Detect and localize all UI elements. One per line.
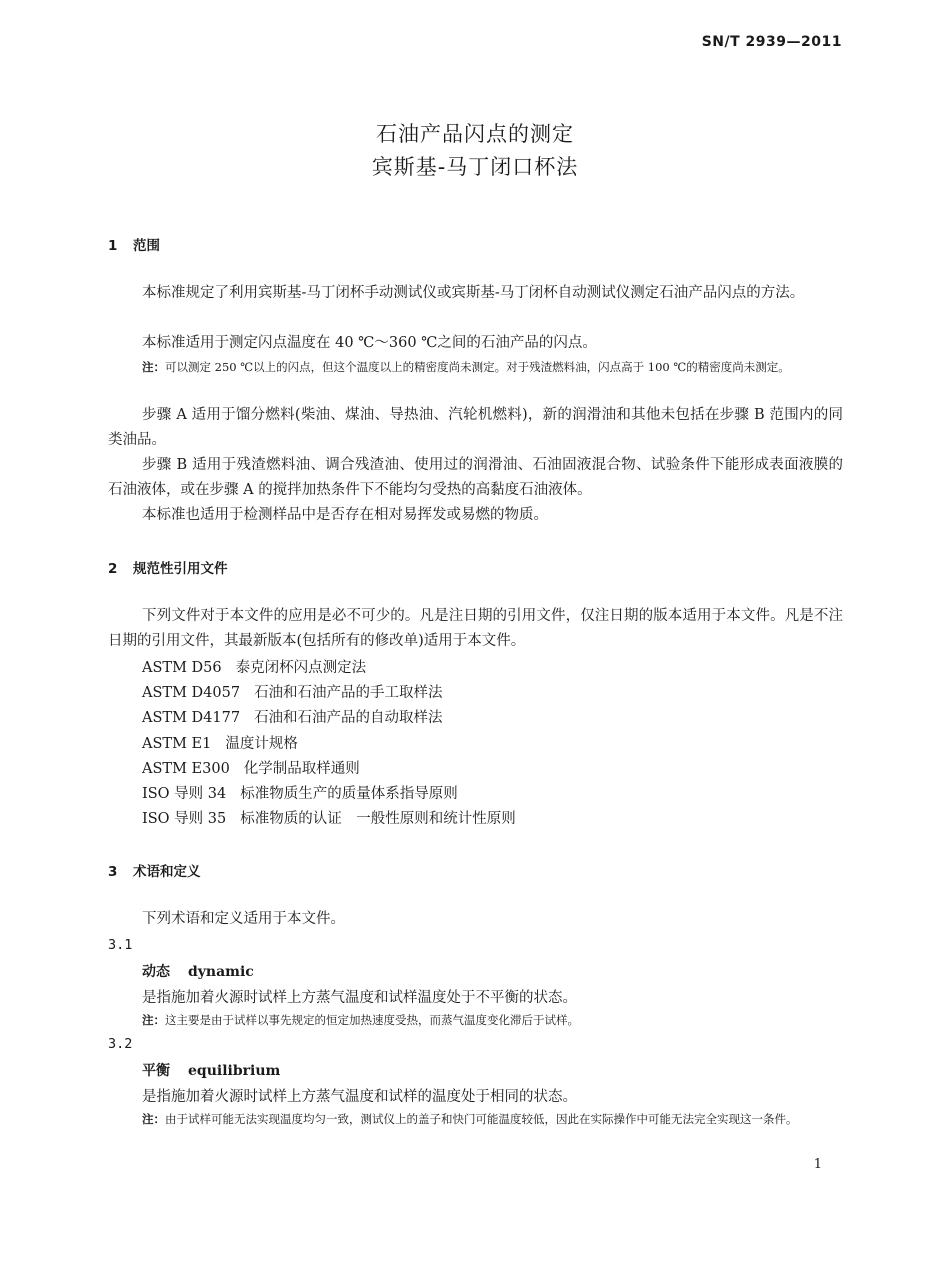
term-en: equilibrium (188, 1063, 281, 1079)
page-number: 1 (813, 1157, 822, 1172)
paragraph: 本标准规定了利用宾斯基-马丁闭杯手动测试仪或宾斯基-马丁闭杯自动测试仪测定石油产品闪点的方法。 (142, 285, 805, 301)
section-number: 3 (108, 864, 118, 880)
reference-code: ASTM E300 (142, 761, 230, 777)
term-zh: 动态 (142, 964, 170, 980)
reference-title: 标准物质生产的质量体系指导原则 (240, 786, 458, 802)
section-title: 范围 (133, 238, 160, 254)
standard-code: SN/T 2939—2011 (701, 34, 842, 50)
term-number: 3.2 (108, 1036, 133, 1052)
note (142, 356, 869, 378)
reference-title: 石油和石油产品的手工取样法 (254, 685, 443, 701)
reference-code: ASTM D4057 (142, 685, 241, 701)
reference-code: ASTM E1 (142, 736, 212, 752)
section-title: 术语和定义 (133, 864, 201, 880)
reference-item (142, 782, 458, 803)
reference-item (142, 732, 298, 753)
note-label: 注： (142, 360, 165, 374)
note-label: 注： (142, 1112, 165, 1126)
reference-code: ISO 导则 34 (142, 786, 227, 802)
section-number: 1 (108, 238, 118, 254)
document-subtitle: 宾斯基-马丁闭口杯法 (371, 155, 579, 179)
note (142, 1108, 869, 1130)
reference-item (142, 656, 366, 677)
term-name (142, 961, 254, 981)
reference-title: 温度计规格 (225, 736, 298, 752)
paragraph: 下列术语和定义适用于本文件。 (142, 911, 345, 927)
reference-item (142, 681, 443, 702)
reference-item (142, 706, 443, 727)
reference-code: ASTM D56 (142, 660, 222, 676)
paragraph: 下列文件对于本文件的应用是必不可少的。凡是注日期的引用文件，仅注日期的版本适用于本文件。凡是不注日期的引用文件，其最新版本(包括所有的修改单)适用于本文件。 (108, 608, 843, 649)
section-2-heading (108, 557, 228, 577)
paragraph: 步骤 B 适用于残渣燃料油、调合残渣油、使用过的润滑油、石油固液混合物、试验条件下能形成表面液膜的石油液体，或在步骤 A 的搅拌加热条件下不能均匀受热的高黏度石油液体。 (108, 457, 843, 498)
reference-title: 石油和石油产品的自动取样法 (254, 710, 443, 726)
note-label: 注： (142, 1013, 165, 1027)
section-number: 2 (108, 561, 118, 577)
term-zh: 平衡 (142, 1063, 170, 1079)
note-text: 可以测定 250 ℃以上的闪点，但这个温度以上的精密度尚未测定。对于残渣燃料油，闪点高于 100 ℃的精密度尚未测定。 (165, 360, 790, 374)
section-1-heading (108, 234, 160, 254)
reference-item (142, 807, 516, 828)
section-3-heading (108, 860, 201, 880)
paragraph: 本标准也适用于检测样品中是否存在相对易挥发或易燃的物质。 (142, 507, 548, 523)
term-definition: 是指施加着火源时试样上方蒸气温度和试样温度处于不平衡的状态。 (142, 990, 577, 1006)
reference-title: 化学制品取样通则 (243, 761, 360, 777)
term-number: 3.1 (108, 937, 133, 953)
reference-title: 泰克闭杯闪点测定法 (235, 660, 367, 676)
reference-code: ISO 导则 35 (142, 811, 227, 827)
document-title: 石油产品闪点的测定 (376, 122, 574, 146)
reference-title: 标准物质的认证 一般性原则和统计性原则 (240, 811, 516, 827)
note-text: 这主要是由于试样以事先规定的恒定加热速度受热，而蒸气温度变化滞后于试样。 (165, 1013, 579, 1027)
note (142, 1009, 869, 1031)
section-title: 规范性引用文件 (133, 561, 228, 577)
term-definition: 是指施加着火源时试样上方蒸气温度和试样的温度处于相同的状态。 (142, 1089, 577, 1105)
paragraph: 本标准适用于测定闪点温度在 40 ℃～360 ℃之间的石油产品的闪点。 (142, 335, 597, 351)
term-en: dynamic (188, 964, 254, 980)
note-text: 由于试样可能无法实现温度均匀一致，测试仪上的盖子和快门可能温度较低，因此在实际操作中可能无法完全实现这一条件。 (165, 1112, 798, 1126)
reference-item (142, 757, 360, 778)
reference-code: ASTM D4177 (142, 710, 241, 726)
term-name (142, 1060, 280, 1080)
paragraph: 步骤 A 适用于馏分燃料(柴油、煤油、导热油、汽轮机燃料)，新的润滑油和其他未包括在步骤 B 范围内的同类油品。 (108, 407, 843, 448)
